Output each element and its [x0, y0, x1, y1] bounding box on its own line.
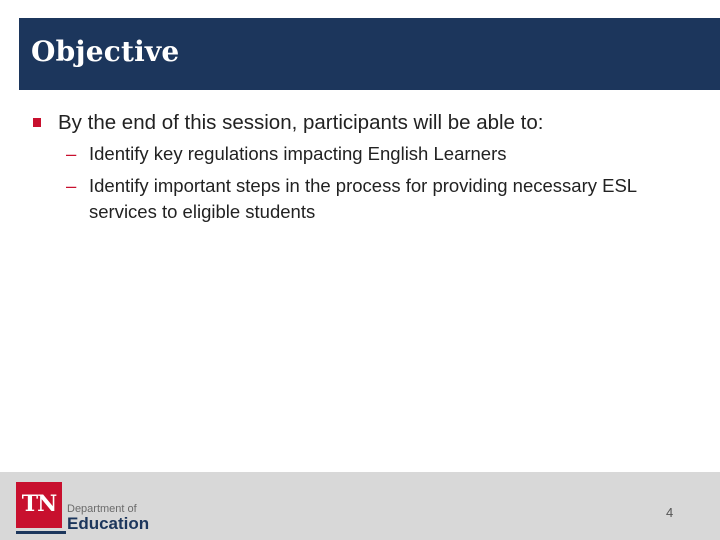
- footer-bar: [0, 472, 720, 540]
- sub-bullet-text: Identify key regulations impacting English Learners: [89, 143, 507, 164]
- tn-education-logo: [16, 482, 151, 534]
- bullet-text: By the end of this session, participants will be able to:: [58, 111, 544, 134]
- dash-bullet-icon: –: [66, 143, 77, 164]
- slide-title: Objective: [31, 35, 180, 68]
- sub-bullet-text: Identify important steps in the process for providing necessary ESL services to eligible students: [89, 175, 637, 222]
- logo-department-line: Department of: [67, 503, 137, 515]
- tn-logo-letters: TN: [21, 491, 57, 517]
- page-number: 4: [666, 505, 674, 520]
- title-bar: [19, 18, 720, 90]
- square-bullet-icon: [33, 118, 41, 127]
- logo-underline: [16, 531, 66, 534]
- tn-logo-mark: [16, 482, 62, 528]
- logo-education-line: Education: [67, 514, 150, 533]
- dash-bullet-icon: –: [66, 175, 77, 196]
